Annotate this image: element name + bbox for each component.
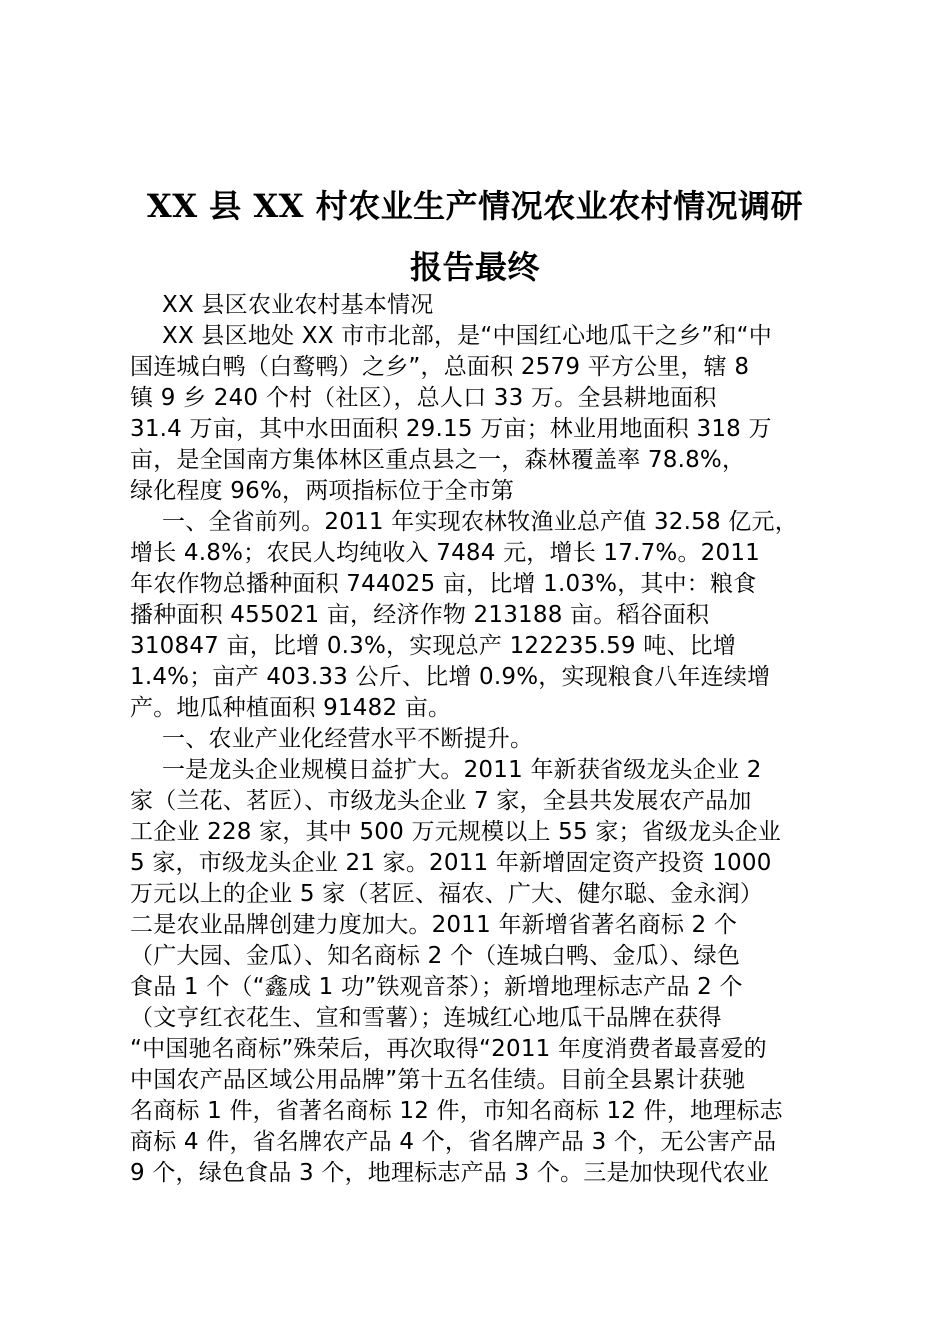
- body-text-line: XX 县区农业农村基本情况: [162, 292, 434, 318]
- body-text-line: 工企业 228 家，其中 500 万元规模以上 55 家；省级龙头企业: [130, 819, 781, 845]
- body-text-line: （文亨红衣花生、宣和雪薯）；连城红心地瓜干品牌在获得: [130, 1005, 722, 1031]
- body-text-line: 播种面积 455021 亩，经济作物 213188 亩。稻谷面积: [130, 602, 710, 628]
- body-text-line: 国连城白鸭（白鹜鸭）之乡”，总面积 2579 平方公里，辖 8: [130, 354, 750, 380]
- body-text-line: 一是龙头企业规模日益扩大。2011 年新获省级龙头企业 2: [162, 757, 762, 783]
- body-text-line: 5 家，市级龙头企业 21 家。2011 年新增固定资产投资 1000: [130, 850, 772, 876]
- document-title-line-1: XX 县 XX 村农业生产情况农业农村情况调研: [146, 187, 804, 225]
- body-text-line: 名商标 1 件，省著名商标 12 件，市知名商标 12 件，地理标志: [130, 1098, 783, 1124]
- body-text-line: 二是农业品牌创建力度加大。2011 年新增省著名商标 2 个: [130, 912, 738, 938]
- body-text-line: 年农作物总播种面积 744025 亩，比增 1.03%，其中：粮食: [130, 571, 757, 597]
- body-text-line: 中国农产品区域公用品牌”第十五名佳绩。目前全县累计获驰: [130, 1067, 746, 1093]
- document-body: [130, 290, 855, 1189]
- body-text-line: 绿化程度 96%，两项指标位于全市第: [130, 478, 515, 504]
- body-text-line: 1.4%；亩产 403.33 公斤、比增 0.9%，实现粮食八年连续增: [130, 664, 771, 690]
- body-text-line: 亩，是全国南方集体林区重点县之一，森林覆盖率 78.8%，: [130, 447, 746, 473]
- body-text-line: （广大园、金瓜）、知名商标 2 个（连城白鸭、金瓜）、绿色: [130, 943, 741, 969]
- body-text-line: 镇 9 乡 240 个村（社区），总人口 33 万。全县耕地面积: [130, 385, 717, 411]
- body-text-line: 万元以上的企业 5 家（茗匠、福农、广大、健尔聪、金永润）: [130, 881, 764, 907]
- body-text-line: 增长 4.8%；农民人均纯收入 7484 元，增长 17.7%。2011: [130, 540, 761, 566]
- body-text-line: XX 县区地处 XX 市市北部，是“中国红心地瓜干之乡”和“中: [162, 323, 772, 349]
- body-text-line: 食品 1 个（“鑫成 1 功”铁观音茶）；新增地理标志产品 2 个: [130, 974, 743, 1000]
- document-title-line-2: 报告最终: [409, 248, 540, 286]
- body-text-line: 一、农业产业化经营水平不断提升。: [162, 726, 534, 752]
- body-text-line: 产。地瓜种植面积 91482 亩。: [130, 695, 452, 721]
- body-text-line: 310847 亩，比增 0.3%，实现总产 122235.59 吨、比增: [130, 633, 737, 659]
- body-text-line: “中国驰名商标”殊荣后，再次取得“2011 年度消费者最喜爱的: [130, 1036, 767, 1062]
- body-text-line: 商标 4 件，省名牌农产品 4 个，省名牌产品 3 个，无公害产品: [130, 1129, 777, 1155]
- body-text-line: 一、全省前列。2011 年实现农林牧渔业总产值 32.58 亿元，: [162, 509, 798, 535]
- body-text-line: 31.4 万亩，其中水田面积 29.15 万亩；林业用地面积 318 万: [130, 416, 772, 442]
- body-text-line: 9 个，绿色食品 3 个，地理标志产品 3 个。三是加快现代农业: [130, 1160, 769, 1186]
- body-text-line: 家（兰花、茗匠）、市级龙头企业 7 家，全县共发展农产品加: [130, 788, 752, 814]
